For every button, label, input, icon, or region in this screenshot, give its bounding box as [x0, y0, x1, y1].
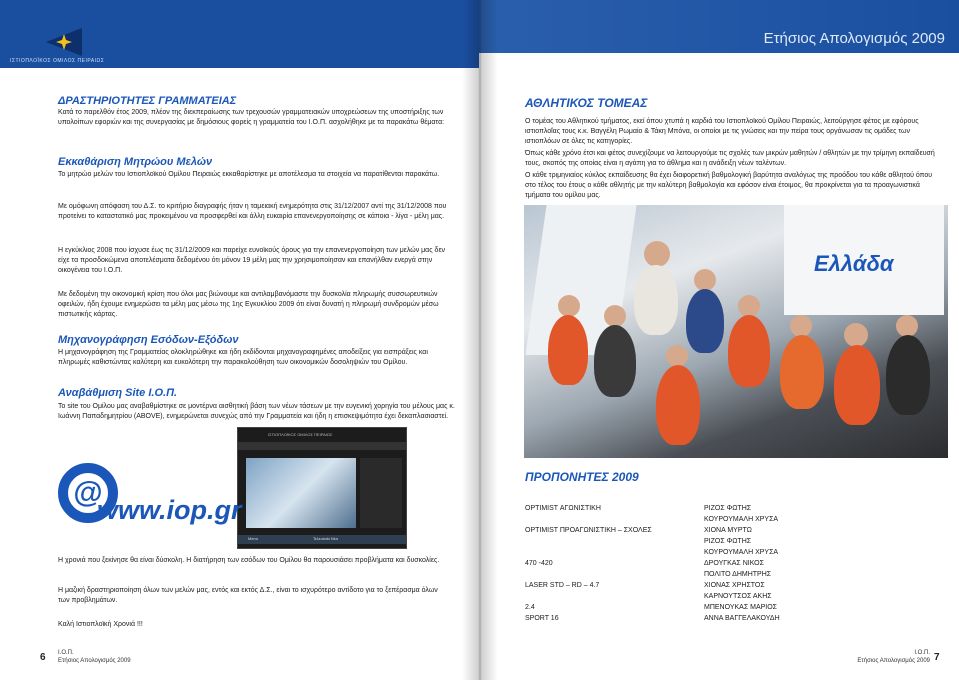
boat-lettering: Ελλάδα — [814, 251, 894, 276]
site-side-panel — [360, 458, 402, 528]
footer-org: Ι.Ο.Π. — [58, 650, 74, 656]
coach-category: OPTIMIST ΑΓΩΝΙΣΤΙΚΗ — [525, 505, 601, 512]
coach-name: ΜΠΕΝΟΥΚΑΣ ΜΑΡΙΟΣ — [704, 604, 777, 611]
secretariat-intro: Κατά το παρελθόν έτος 2009, πλέον της διεκπεραίωσης των τρεχουσών γραμματειακών υποχρεώσεων της υποστήριξης των υπολοίπων εφοριών και της συνεργασίας με δημόσιους φορείς η γραμματεία του Ι.Ο.Π. ασχολήθηκε με τα παρακάτω θέματα: — [58, 109, 445, 126]
person-head — [844, 323, 868, 347]
person-body — [780, 335, 824, 409]
coach-name: ΠΟΛΙΤΟ ΔΗΜΗΤΡΗΣ — [704, 571, 772, 578]
person-head — [644, 241, 670, 267]
coach-name: ΡΙΖΟΣ ΦΩΤΗΣ — [704, 505, 752, 512]
section-title-coaches: ΠΡΟΠΟΝΗΤΕΣ 2009 — [525, 470, 639, 484]
team-photo — [524, 205, 948, 458]
right-page — [479, 0, 959, 680]
section-title-bookkeeping: Μηχανογράφηση Εσόδων-Εξόδων — [58, 334, 239, 346]
site-header-text: ΙΣΤΙΟΠΛΟΪΚΟΣ ΟΜΙΛΟΣ ΠΕΙΡΑΙΩΣ — [268, 432, 333, 437]
registry-paragraph-1: Το μητρώο μελών του Ιστιοπλοϊκού Ομίλου Πειραιώς εκκαθαρίστηκε με αποτέλεσμα τα στοιχεία να παρατίθενται παρακάτω. — [58, 171, 440, 178]
left-page — [0, 0, 479, 680]
site-menu-label: Menu — [248, 536, 259, 541]
closing-paragraph-3: Καλή Ιστιοπλοϊκή Χρονιά !!! — [58, 621, 143, 628]
person-head — [666, 345, 688, 367]
person-head — [896, 315, 918, 337]
footer-org: Ι.Ο.Π. — [914, 650, 930, 656]
site-footer-bar — [238, 535, 406, 544]
person-head — [604, 305, 626, 327]
person-body — [686, 289, 724, 353]
registry-paragraph-3: Η εγκύκλιος 2008 που ίσχυσε έως τις 31/12/2009 και παρείχε ευνοϊκούς όρους για την επανενεργοποίηση των μελών μας δεν είχε τα προσδοκώμενα αποτελέσματα δεδομένου ότι μόνον 19 μέλη μας την χρησιμοποίησαν και επανήλθαν ενεργά στην οικογένεια του Ι.Ο.Π. — [58, 247, 446, 274]
coach-category: 2.4 — [525, 604, 535, 611]
registry-paragraph-2: Με ομόφωνη απόφαση του Δ.Σ. το κριτήριο διαγραφής ήταν η ταμειακή ενημερότητα στις 31/12/2007 αντί της 31/12/2008 που προτείνει το καταστατικό μας προκειμένου να προσφερθεί και άλλη ευκαιρία επανενεργοποίησης σε κάποια - λίγα - μέλη μας. — [58, 203, 447, 220]
athletics-paragraph-3: Ο κάθε τριμηνιαίος κύκλος εκπαίδευσης θα έχει διαφορετική βαθμολογική βαρύτητα αναλόγως της προόδου του κάθε αθλητού όπου στο τέλος του έτους ο κάθε αθλητής με την καλύτερη βαθμολογία και εφόσον είναι έτοιμος, θα προκρίνεται για τα προαγωνιστικά τμήματα του ομίλου μας. — [525, 172, 933, 199]
section-title-site-upgrade: Αναβάθμιση Site I.O.Π. — [58, 387, 178, 399]
section-title-secretariat: ΔΡΑΣΤΗΡΙΟΤΗΤΕΣ ΓΡΑΜΜΑΤΕΙΑΣ — [58, 95, 237, 107]
site-upgrade-paragraph: Το site του Ομίλου μας αναβαθμίστηκε σε μοντέρνα αισθητική βάση των νέων τάσεων με την ευγενική χορηγία του μέλους μας κ. Ιωάννη Παπαδημητρίου (ABOVE), ενημερώνεται συνεχώς από την Γραμματεία και ήδη η επισκεψιμότητα έχει δεκαπλασιαστεί. — [58, 403, 455, 420]
person-head — [694, 269, 716, 291]
club-name: ΙΣΤΙΟΠΛΟΪΚΟΣ ΟΜΙΛΟΣ ΠΕΙΡΑΙΩΣ — [10, 58, 105, 64]
athletics-paragraph-1: Ο τομέας του Αθλητικού τμήματος, εκεί όπου χτυπά η καρδιά του Ιστιοπλοϊκού Ομίλου Πειραιώς, λειτούργησε φέτος με εφόρους ιστιοπλοΐας τους κ.κ. Βαγγέλη Ρωμαίο & Τάκη Μπόνα, οι οποίοι με τις γνώσεις και την πείρα τους οργάνωσαν τις ομάδες των ιστιοπλόων σε όλες τις κατηγορίες. — [525, 118, 919, 145]
coach-name: ΚΟΥΡΟΥΜΑΛΗ ΧΡΥΣΑ — [704, 516, 779, 523]
site-news-label: Τελευταία Νέα — [313, 536, 338, 541]
site-url-link[interactable]: www.iop.gr — [97, 495, 242, 525]
coach-category: 470 -420 — [525, 560, 553, 567]
person-body — [548, 315, 588, 385]
person-body — [594, 325, 636, 397]
page-number: 6 — [40, 652, 46, 663]
closing-paragraph-2: Η μαζική δραστηριοποίηση όλων των μελών μας, εντός και εκτός Δ.Σ., είναι το ισχυρότερο αντίδοτο για το ξεπέρασμα όλων των προβλημάτων. — [58, 587, 438, 604]
closing-paragraph-1: Η χρονιά που ξεκίνησε θα είναι δύσκολη. Η διατήρηση των εσόδων του Ομίλου θα παρουσιάσει προβλήματα και δυσκολίες. — [58, 557, 440, 564]
person-body — [834, 345, 880, 425]
site-nav-bar — [238, 442, 406, 450]
coach-category: LASER STD – RD – 4.7 — [525, 582, 600, 589]
club-logo-icon — [46, 28, 82, 56]
section-title-athletics: ΑΘΛΗΤΙΚΟΣ ΤΟΜΕΑΣ — [525, 96, 648, 110]
person-body — [656, 365, 700, 445]
coach-name: ΧΙΟΝΑΣ ΧΡΗΣΤΟΣ — [704, 582, 765, 589]
page-number: 7 — [934, 652, 940, 663]
coach-name: ΑΝΝΑ ΒΑΓΓΕΛΑΚΟΥΔΗ — [704, 615, 780, 622]
coach-name: ΧΙΟΝΑ ΜΥΡΤΩ — [704, 527, 752, 534]
person-body — [886, 335, 930, 415]
person-head — [738, 295, 760, 317]
site-hero-image — [246, 458, 356, 528]
person-head — [790, 315, 812, 337]
website-screenshot — [237, 427, 407, 549]
coach-name: ΚΟΥΡΟΥΜΑΛΗ ΧΡΥΣΑ — [704, 549, 779, 556]
coach-name: ΡΙΖΟΣ ΦΩΤΗΣ — [704, 538, 752, 545]
header-title: Ετήσιος Απολογισμός 2009 — [763, 30, 945, 47]
registry-paragraph-4: Με δεδομένη την οικονομική κρίση που όλοι μας βιώνουμε και αντιλαμβανόμαστε την δυσκολία πληρωμής συσσωρευτικών οφειλών, ήδη έχουμε ενημερώσει τα μέλη μας μέσω της 1ης Εγκυκλίου 2009 ότι είναι δυνατή η πληρωμή συνδρομών μέσω πιστωτικής κάρτας. — [58, 291, 439, 318]
bookkeeping-paragraph: Η μηχανογράφηση της Γραμματείας ολοκληρώθηκε και ήδη εκδίδονται μηχανογραφημένες αποδείξεις για εισπράξεις και πληρωμές καθιστώντας καλύτερη και ευκολότερη την παρακολούθηση των οικονομικών δοσοληψιών του Ομίλου. — [58, 349, 428, 366]
section-title-registry: Εκκαθάριση Μητρώου Μελών — [58, 156, 213, 168]
person-head — [558, 295, 580, 317]
footer-title: Ετήσιος Απολογισμός 2009 — [857, 658, 930, 664]
person-body — [728, 315, 770, 387]
at-sign-icon: @ — [58, 463, 118, 523]
person-body — [634, 265, 678, 335]
coach-name: ΔΡΟΥΓΚΑΣ ΝΙΚΟΣ — [704, 560, 764, 567]
coach-category: SPORT 16 — [525, 615, 559, 622]
footer-title: Ετήσιος Απολογισμός 2009 — [58, 658, 131, 664]
athletics-paragraph-2: Όπως κάθε χρόνο έτσι και φέτος συνεχίζουμε να λειτουργούμε τις σχολές των μικρών μαθητών / αθλητών με την τρίμηνη εκπαίδευσή τους, σκοπός της οποίας είναι η αγάπη για το άθλημα και η ανάδειξη νέων ταλέντων. — [525, 150, 935, 167]
coach-category: OPTIMIST ΠΡΟΑΓΩΝΙΣΤΙΚΗ – ΣΧΟΛΕΣ — [525, 527, 652, 534]
coach-name: ΚΑΡΝΟΥΤΣΟΣ ΑΚΗΣ — [704, 593, 772, 600]
